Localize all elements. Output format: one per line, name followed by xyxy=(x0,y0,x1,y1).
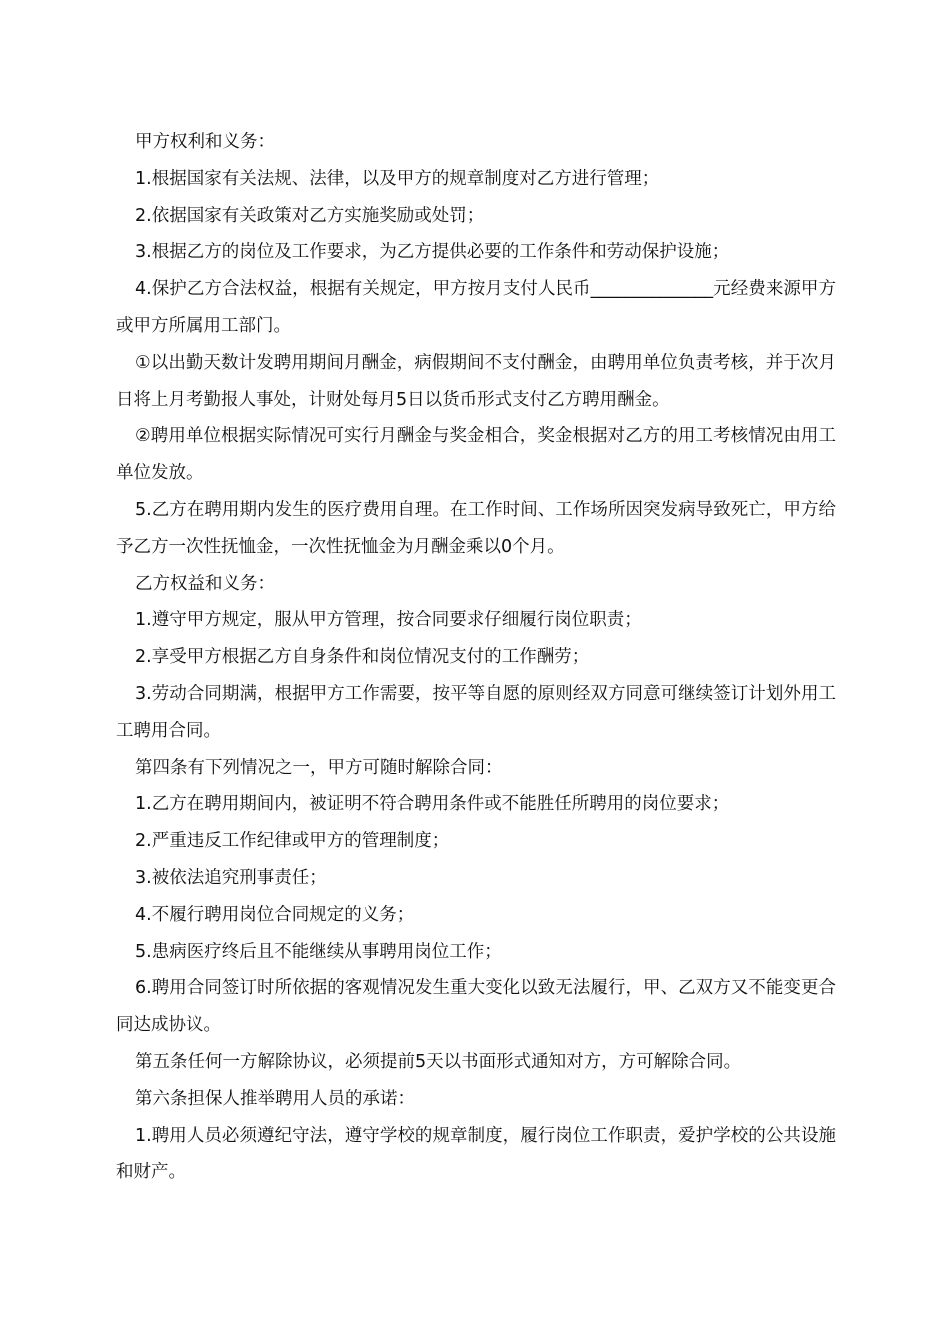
article-4-clause-4: 4.不履行聘用岗位合同规定的义务； xyxy=(135,904,415,925)
article-4-clause-5: 5.患病医疗终后且不能继续从事聘用岗位工作； xyxy=(135,941,502,962)
section-heading-party-a-rights: 甲方权利和义务： xyxy=(135,132,275,152)
party-b-clause-2: 2.享受甲方根据乙方自身条件和岗位情况支付的工作酬劳； xyxy=(135,647,590,668)
article-4-clause-6: 6.聘用合同签订时所依据的客观情况发生重大变化以致无法履行，甲、乙双方又不能变更合同达成协议。 xyxy=(116,978,836,1036)
document-body xyxy=(116,124,836,1191)
party-b-clause-1: 1.遵守甲方规定，服从甲方管理，按合同要求仔细履行岗位职责； xyxy=(135,610,642,631)
party-a-clause-4-sub-1: ①以出勤天数计发聘用期间月酬金，病假期间不支付酬金，由聘用单位负责考核，并于次月日将上月考勤报人事处，计财处每月5日以货币形式支付乙方聘用酬金。 xyxy=(116,352,836,410)
party-a-clause-1: 1.根据国家有关法规、法律，以及甲方的规章制度对乙方进行管理； xyxy=(135,168,660,189)
article-4-clause-3: 3.被依法追究刑事责任； xyxy=(135,867,327,888)
article-4-heading: 第四条有下列情况之一，甲方可随时解除合同： xyxy=(135,757,503,778)
article-4-clause-2: 2.严重违反工作纪律或甲方的管理制度； xyxy=(135,831,450,852)
party-a-clause-5: 5.乙方在聘用期内发生的医疗费用自理。在工作时间、工作场所因突发病导致死亡，甲方给予乙方一次性抚恤金，一次性抚恤金为月酬金乘以0个月。 xyxy=(116,499,836,557)
party-a-clause-4: 4.保护乙方合法权益，根据有关规定，甲方按月支付人民币______________元经费来源甲方或甲方所属用工部门。 xyxy=(116,279,836,336)
article-6-clause-1: 1.聘用人员必须遵纪守法，遵守学校的规章制度，履行岗位工作职责，爱护学校的公共设施和财产。 xyxy=(116,1125,836,1183)
party-b-clause-3: 3.劳动合同期满，根据甲方工作需要，按平等自愿的原则经双方同意可继续签订计划外用工工聘用合同。 xyxy=(116,683,836,741)
article-6-heading: 第六条担保人推举聘用人员的承诺： xyxy=(135,1088,415,1109)
section-heading-party-b-rights: 乙方权益和义务： xyxy=(135,573,275,594)
party-a-clause-4-sub-2: ②聘用单位根据实际情况可实行月酬金与奖金相合，奖金根据对乙方的用工考核情况由用工单位发放。 xyxy=(116,426,836,484)
article-4-clause-1: 1.乙方在聘用期间内，被证明不符合聘用条件或不能胜任所聘用的岗位要求； xyxy=(135,794,730,815)
party-a-clause-2: 2.依据国家有关政策对乙方实施奖励或处罚； xyxy=(135,205,485,226)
article-5: 第五条任何一方解除协议，必须提前5天以书面形式通知对方，方可解除合同。 xyxy=(135,1051,742,1072)
party-a-clause-3: 3.根据乙方的岗位及工作要求，为乙方提供必要的工作条件和劳动保护设施； xyxy=(135,242,730,263)
